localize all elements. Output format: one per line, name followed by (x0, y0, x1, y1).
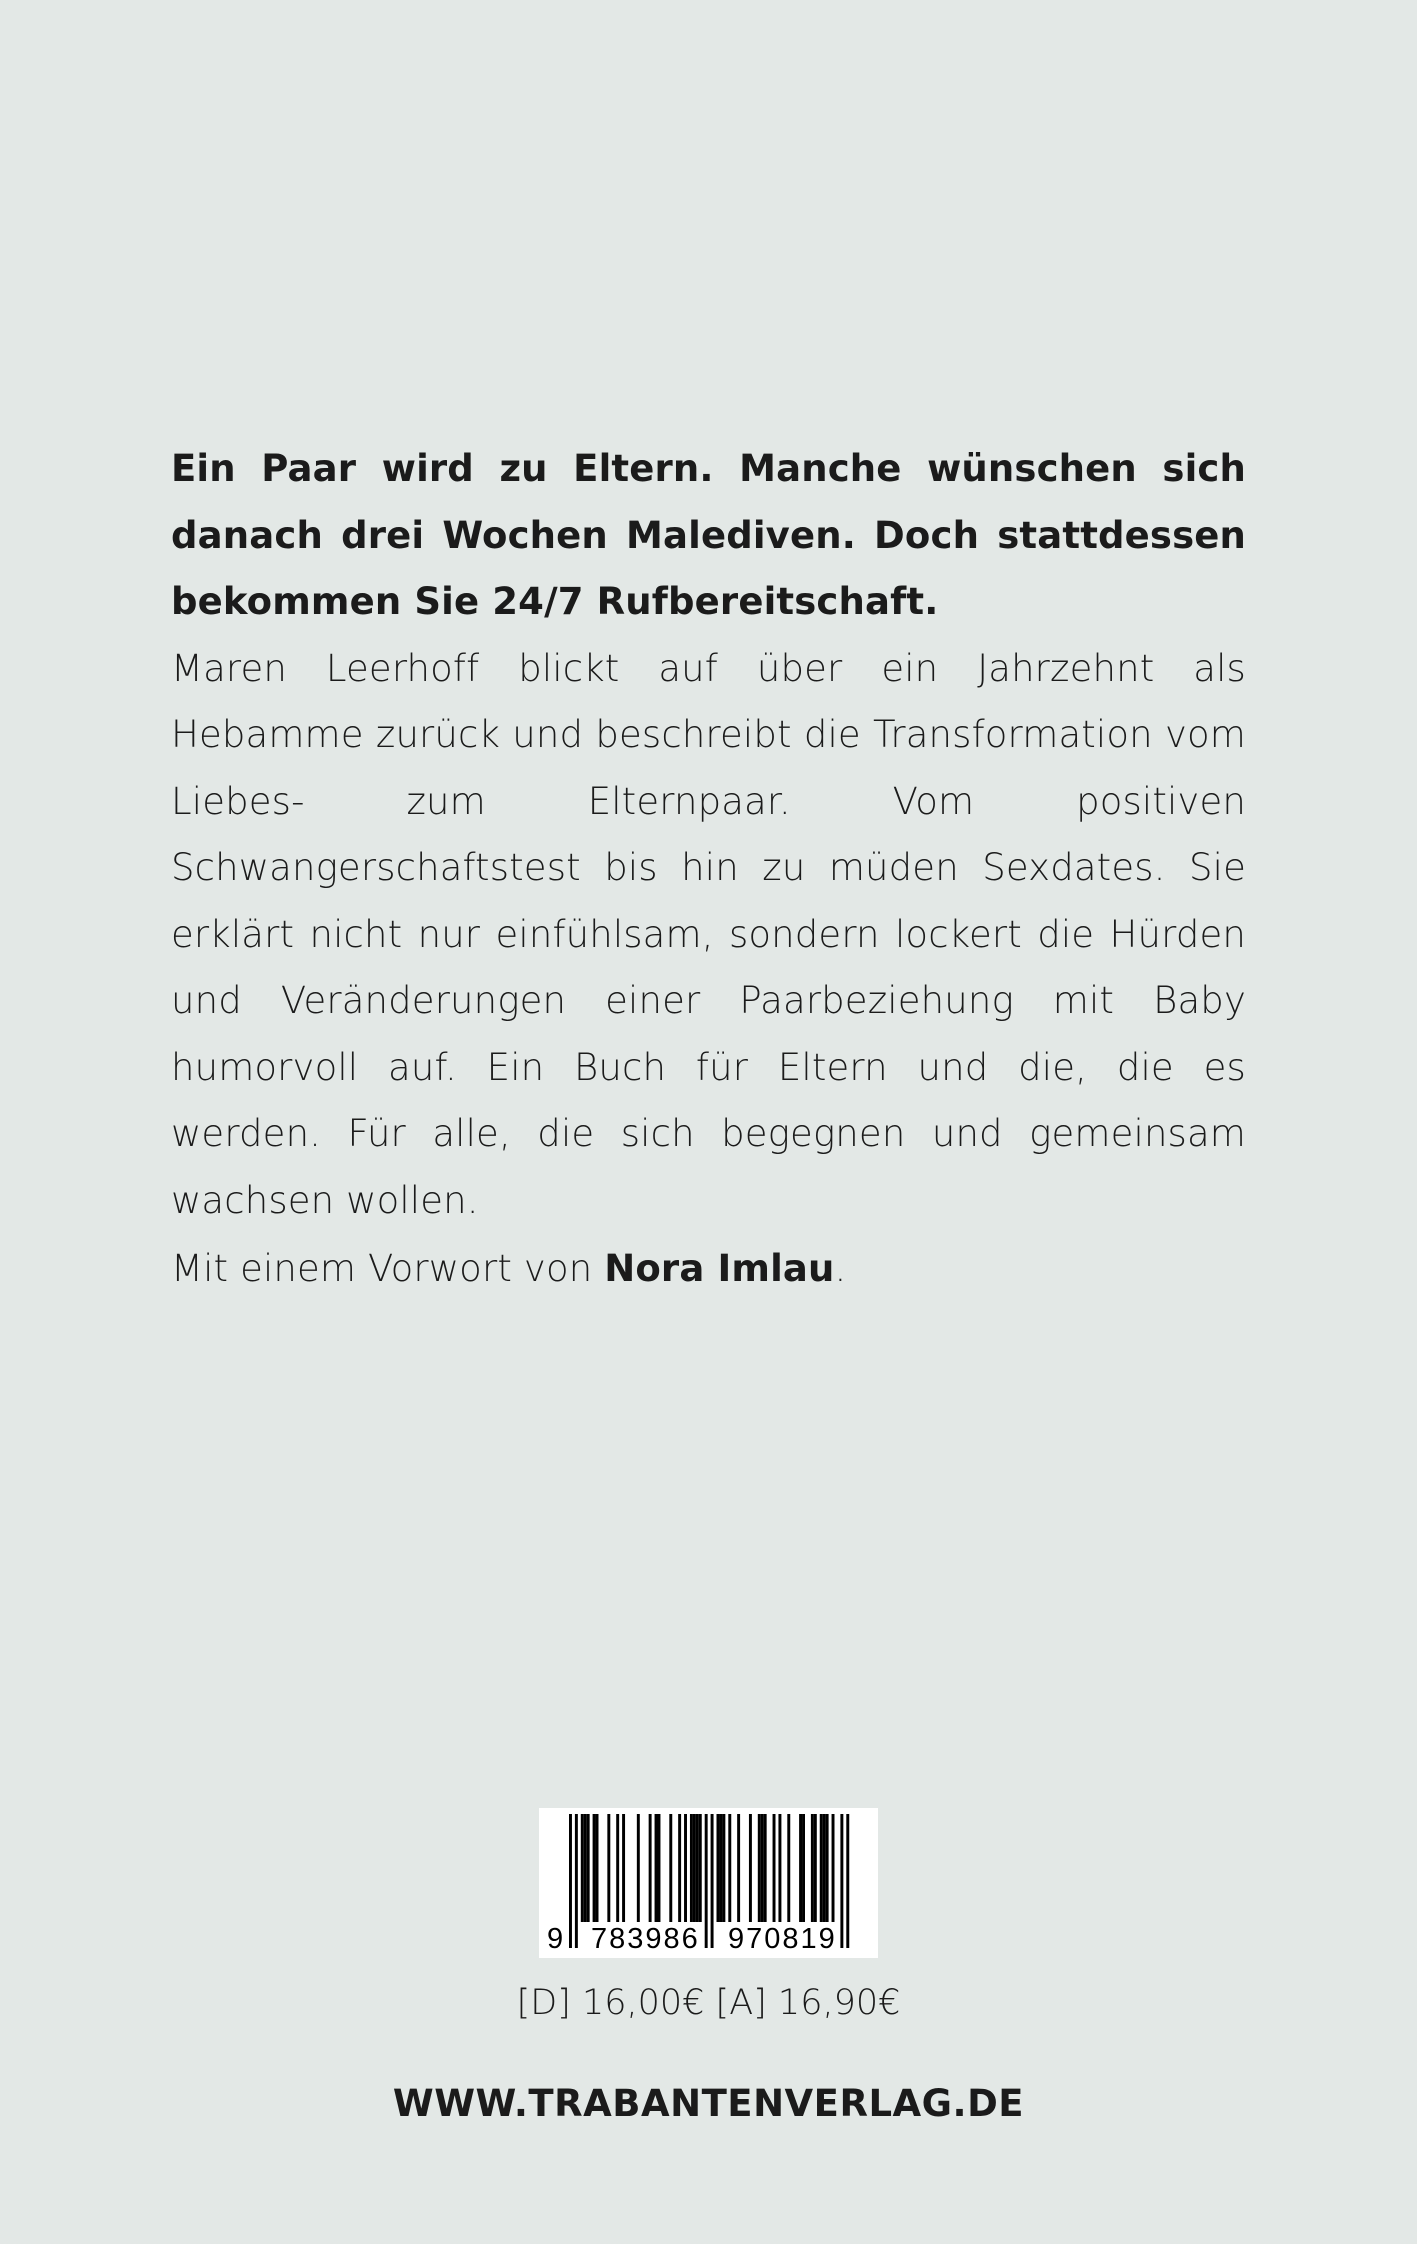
barcode-bar (699, 1814, 702, 1922)
barcode-bar (826, 1814, 829, 1922)
barcode-bar (581, 1814, 584, 1922)
barcode-bar (649, 1814, 652, 1922)
barcode-bar (719, 1814, 722, 1922)
barcode-bar (711, 1814, 714, 1948)
barcode-bar (799, 1814, 802, 1922)
barcode-bar (823, 1814, 826, 1922)
barcode-digits-right: 970819 (728, 1923, 837, 1955)
barcode-bar (584, 1814, 587, 1922)
barcode-bar (773, 1814, 776, 1922)
barcode-bar (722, 1814, 725, 1922)
barcode-bar (846, 1814, 849, 1948)
barcode-bar (693, 1814, 696, 1922)
barcode-bar (802, 1814, 805, 1922)
barcode-bar (764, 1814, 767, 1922)
barcode-bar (655, 1814, 658, 1922)
blurb-body: Maren Leerhoff blickt auf über ein Jahrzehnt als Hebamme zurück und beschreibt die Transformation vom Liebes- zum Elternpaar. Vom positiven Schwangerschaftstest bis hin zu müden Sexdates. Sie erklärt nicht nur einfühlsam, sondern lockert die Hürden und Veränderungen einer Paarbeziehung mit Baby humorvoll auf. Ein Buch für Eltern und die, die es werden. Für alle, die sich begegnen und gemeinsam wachsen wollen. (171, 646, 1246, 1222)
barcode-bar (569, 1814, 572, 1948)
blurb-lead: Ein Paar wird zu Eltern. Manche wünschen sich danach drei Wochen Malediven. Doch stattdessen bekommen Sie 24/7 Rufbereitschaft. (171, 447, 1246, 623)
foreword-prefix: Mit einem Vorwort von (171, 1247, 605, 1290)
publisher-website: WWW.TRABANTENVERLAG.DE (392, 2082, 1025, 2125)
barcode-bar (658, 1814, 661, 1922)
foreword-suffix: . (834, 1247, 847, 1290)
barcode-bar (761, 1814, 764, 1922)
barcode-bar (728, 1814, 731, 1922)
barcode-bar (758, 1814, 761, 1922)
barcode-bar (820, 1814, 823, 1922)
isbn-barcode (539, 1808, 878, 1958)
barcode-bar (637, 1814, 640, 1922)
barcode-bar (622, 1814, 625, 1922)
barcode-bar (811, 1814, 814, 1922)
barcode-bar (593, 1814, 596, 1922)
barcode-bar (705, 1814, 708, 1948)
price-label: [D] 16,00€ [A] 16,90€ (516, 1983, 901, 2023)
barcode-bar (607, 1814, 610, 1922)
barcode-bar (840, 1814, 843, 1948)
foreword-author: Nora Imlau (604, 1247, 835, 1290)
barcode-bar (690, 1814, 693, 1922)
barcode-bar (717, 1814, 720, 1922)
barcode-bar (832, 1814, 835, 1922)
barcode-bar (737, 1814, 740, 1922)
barcode-bar (616, 1814, 619, 1922)
barcode-digit-first: 9 (547, 1923, 566, 1955)
foreword-credit (171, 1236, 846, 1303)
barcode-bar (787, 1814, 790, 1922)
barcode-digits-left: 783986 (591, 1923, 700, 1955)
barcode-bar (678, 1814, 681, 1922)
barcode-bar (778, 1814, 781, 1922)
barcode-bar (669, 1814, 672, 1922)
barcode-bar (575, 1814, 578, 1948)
back-cover-blurb (171, 436, 1246, 1234)
barcode-bar (587, 1814, 590, 1922)
barcode-bar (749, 1814, 752, 1922)
barcode-bar (814, 1814, 817, 1922)
barcode-bar (684, 1814, 687, 1922)
barcode-bar (596, 1814, 599, 1922)
barcode-bar (696, 1814, 699, 1922)
